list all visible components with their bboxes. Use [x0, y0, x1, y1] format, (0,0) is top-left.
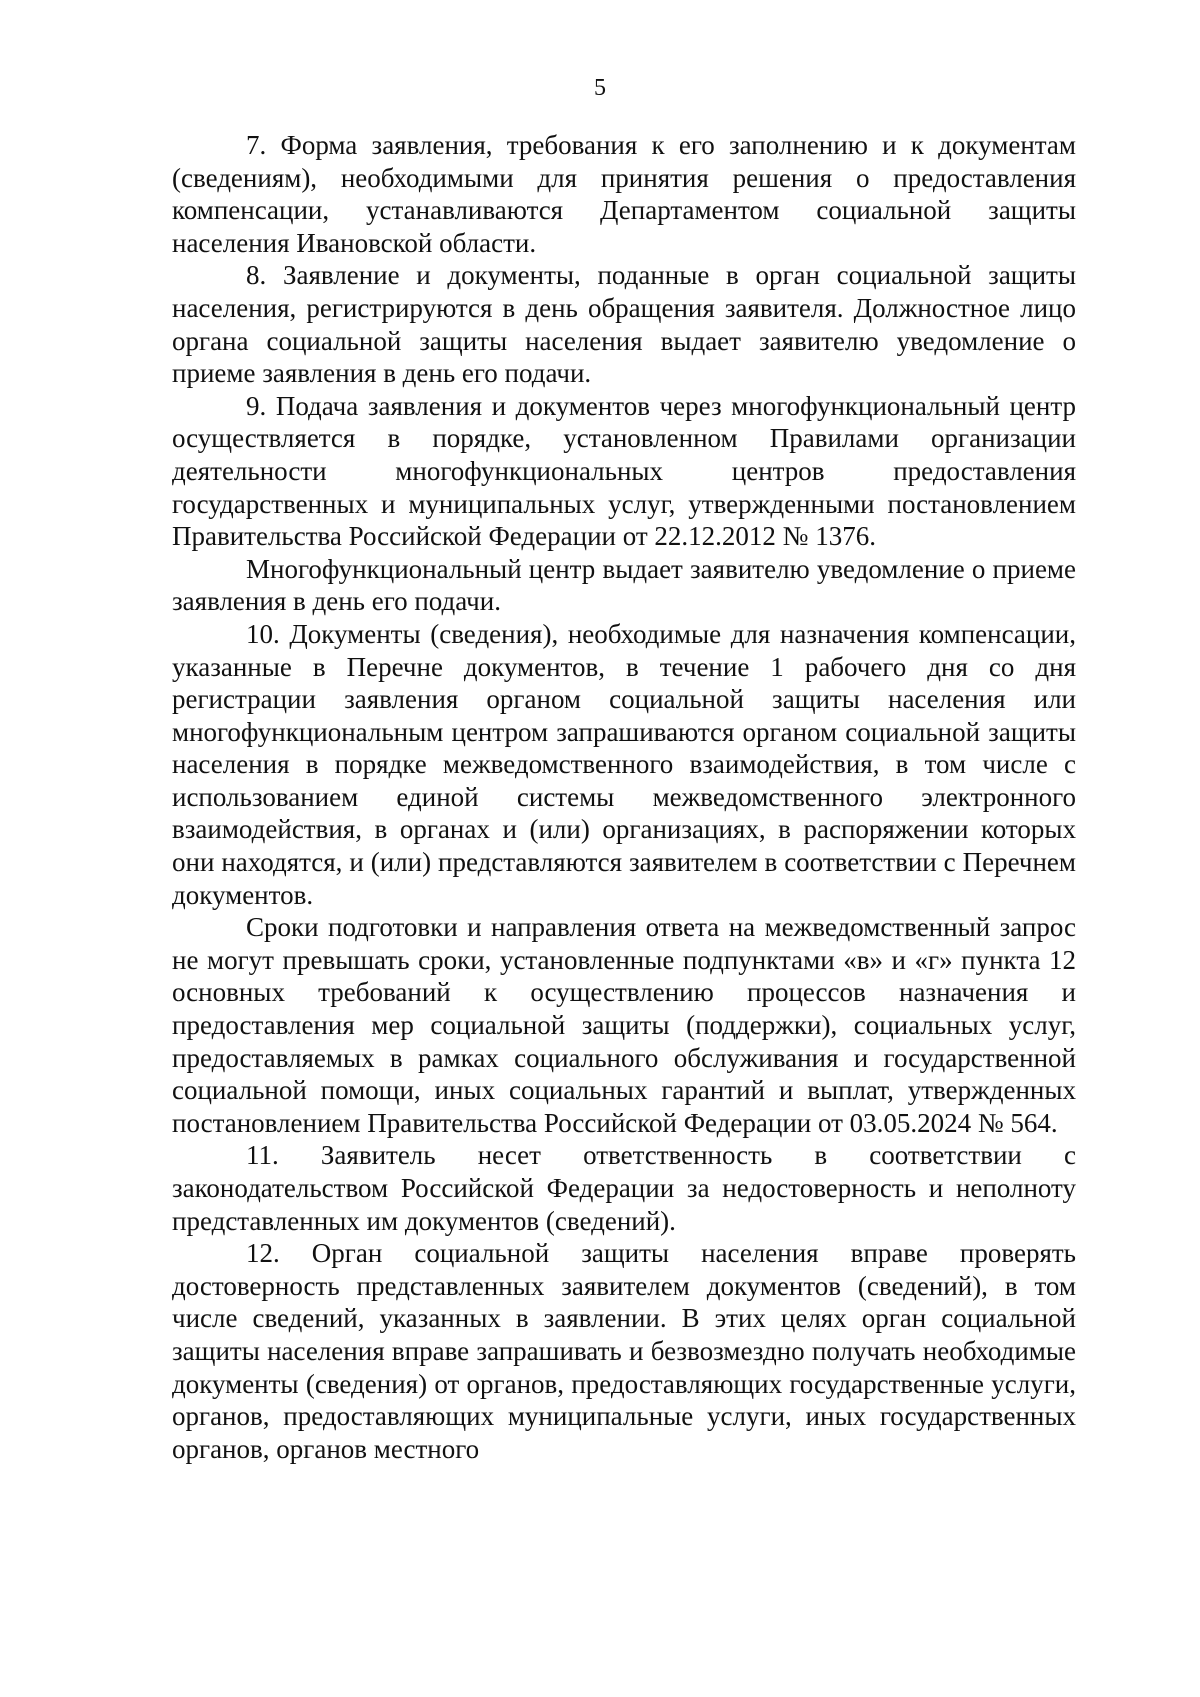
document-body [172, 129, 1076, 1465]
paragraph-11: 11. Заявитель несет ответственность в соответствии с законодательством Российской Федерации за недостоверность и неполноту представленных им документов (сведений). [172, 1140, 1076, 1236]
paragraph-9-continued: Многофункциональный центр выдает заявителю уведомление о приеме заявления в день его подачи. [172, 553, 1076, 617]
paragraph-7: 7. Форма заявления, требования к его заполнению и к документам (сведениям), необходимыми для принятия решения о предоставления компенсации, устанавливаются Департаментом социальной защиты населения Ивановской области. [172, 130, 1076, 258]
paragraph-8: 8. Заявление и документы, поданные в орган социальной защиты населения, регистрируются в день обращения заявителя. Должностное лицо органа социальной защиты населения выдает заявителю уведомление о приеме заявления в день его подачи. [172, 260, 1076, 389]
paragraph-10: 10. Документы (сведения), необходимые для назначения компенсации, указанные в Перечне документов, в течение 1 рабочего дня со дня регистрации заявления органом социальной защиты населения или многофункциональным центром запрашиваются органом социальной защиты населения в порядке межведомственного взаимодействия, в том числе с использованием единой системы межведомственного электронного взаимодействия, в органах и (или) организациях, в распоряжении которых они находятся, и (или) представляются заявителем в соответствии с Перечнем документов. [172, 618, 1076, 910]
paragraph-10-continued: Сроки подготовки и направления ответа на межведомственный запрос не могут превышать сроки, установленные подпунктами «в» и «г» пункта 12 основных требований к осуществлению процессов назначения и предоставления мер социальной защиты (поддержки), социальных услуг, предоставляемых в рамках социального обслуживания и государственной социальной помощи, иных социальных гарантий и выплат, утвержденных постановлением Правительства Российской Федерации от 03.05.2024 № 564. [172, 912, 1076, 1138]
paragraph-12: 12. Орган социальной защиты населения вправе проверять достоверность представленных заявителем документов (сведений), в том числе сведений, указанных в заявлении. В этих целях орган социальной защиты населения вправе запрашивать и безвозмездно получать необходимые документы (сведения) от органов, предоставляющих государственные услуги, органов, предоставляющих муниципальные услуги, иных государственных органов, органов местного [172, 1238, 1076, 1464]
paragraph-9: 9. Подача заявления и документов через многофункциональный центр осуществляется в порядке, установленном Правилами организации деятельности многофункциональных центров предоставления государственных и муниципальных услуг, утвержденными постановлением Правительства Российской Федерации от 22.12.2012 № 1376. [172, 390, 1076, 552]
page-number: 5 [594, 75, 606, 101]
